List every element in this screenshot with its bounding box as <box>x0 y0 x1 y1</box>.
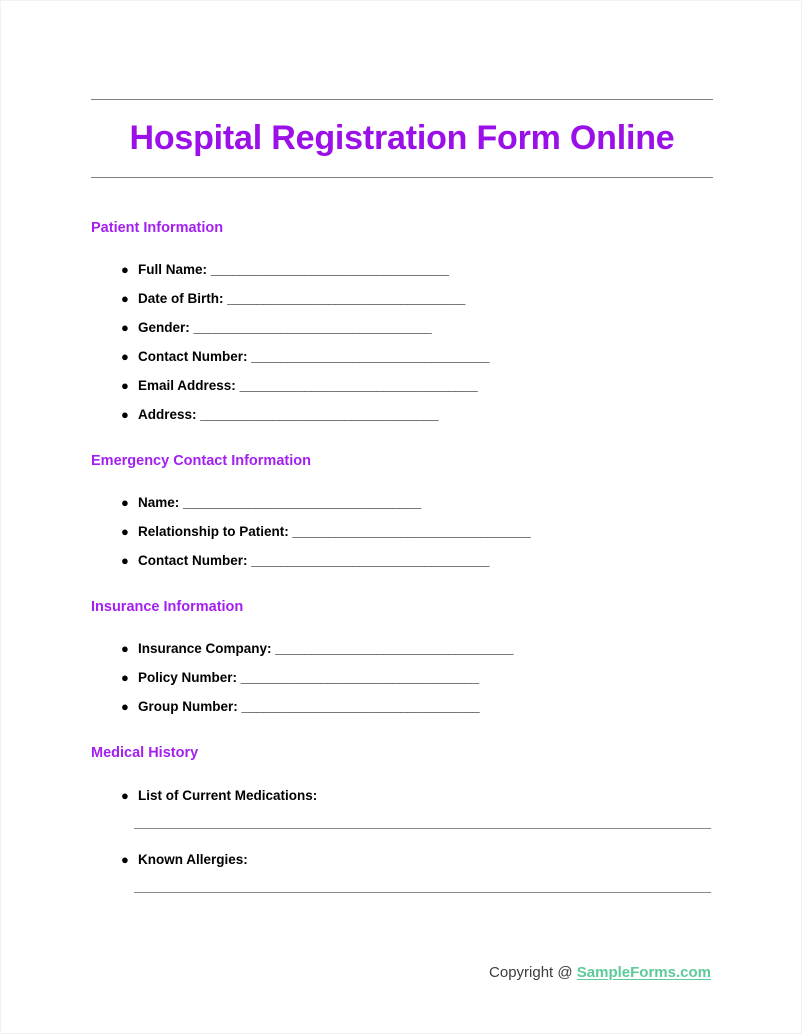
bullet-icon: ● <box>121 406 129 422</box>
field-label: Email Address: <box>138 377 236 393</box>
field-gender <box>91 313 713 342</box>
page-title: Hospital Registration Form Online <box>129 119 675 157</box>
field-known-allergies <box>91 848 713 872</box>
field-emergency-contact-number <box>91 546 713 575</box>
bullet-icon: ● <box>121 348 129 364</box>
bullet-icon: ● <box>121 640 129 656</box>
field-label: Policy Number: <box>138 669 238 685</box>
bullet-icon: ● <box>121 552 129 568</box>
field-label: List of Current Medications: <box>138 788 318 803</box>
field-list-medical-history <box>91 784 713 893</box>
field-contact-number <box>91 342 713 371</box>
bullet-icon: ● <box>121 852 129 867</box>
field-blank-line[interactable]: _________________________________ <box>292 523 531 539</box>
bullet-icon: ● <box>121 261 129 277</box>
field-date-of-birth <box>91 284 713 313</box>
bullet-icon: ● <box>121 523 129 539</box>
field-blank-line[interactable]: _________________________________ <box>183 494 421 510</box>
field-label: Full Name: <box>138 261 208 277</box>
field-label: Name: <box>138 494 180 510</box>
section-emergency-contact-information <box>91 429 713 575</box>
field-current-medications <box>91 784 713 808</box>
field-email-address <box>91 371 713 400</box>
field-full-name <box>91 255 713 284</box>
field-label: Relationship to Patient: <box>138 523 289 539</box>
copyright-text: Copyright @ <box>489 964 577 981</box>
field-blank-line[interactable]: _________________________________ <box>193 319 432 335</box>
field-blank-line[interactable]: _________________________________ <box>210 261 449 277</box>
section-heading-medical-history: Medical History <box>91 744 199 761</box>
field-label: Address: <box>138 406 197 422</box>
field-emergency-name <box>91 488 713 517</box>
field-blank-line[interactable]: _________________________________ <box>275 640 514 656</box>
field-list-emergency-contact <box>91 488 713 575</box>
bullet-icon: ● <box>121 494 129 510</box>
answer-rule-current-medications[interactable] <box>134 828 711 829</box>
field-relationship-to-patient <box>91 517 713 546</box>
brand-link-sampleforms[interactable]: SampleForms.com <box>576 964 711 981</box>
bullet-icon: ● <box>121 669 129 685</box>
field-blank-line[interactable]: _________________________________ <box>251 552 490 568</box>
bullet-icon: ● <box>121 377 129 393</box>
field-blank-line[interactable]: _________________________________ <box>200 406 439 422</box>
bullet-icon: ● <box>121 698 129 714</box>
field-group-number <box>91 692 713 721</box>
field-address <box>91 400 713 429</box>
field-label: Contact Number: <box>138 348 248 364</box>
field-insurance-company <box>91 634 713 663</box>
bullet-icon: ● <box>121 319 129 335</box>
bullet-icon: ● <box>121 290 129 306</box>
field-policy-number <box>91 663 713 692</box>
field-blank-line[interactable]: _________________________________ <box>227 290 466 306</box>
section-medical-history <box>91 721 713 893</box>
field-blank-line[interactable]: _________________________________ <box>239 377 478 393</box>
field-label: Group Number: <box>138 698 238 714</box>
field-label: Insurance Company: <box>138 640 272 656</box>
field-label: Known Allergies: <box>138 852 248 867</box>
field-blank-line[interactable]: _________________________________ <box>241 698 480 714</box>
section-insurance-information <box>91 575 713 721</box>
footer-copyright <box>489 964 711 981</box>
field-label: Gender: <box>138 319 190 335</box>
section-heading-patient-information: Patient Information <box>91 219 224 236</box>
field-label: Date of Birth: <box>138 290 224 306</box>
section-heading-emergency-contact-information: Emergency Contact Information <box>91 452 311 469</box>
answer-rule-known-allergies[interactable] <box>134 892 711 893</box>
field-blank-line[interactable]: _________________________________ <box>240 669 479 685</box>
document-content <box>91 1 713 912</box>
section-patient-information <box>91 178 713 429</box>
field-blank-line[interactable]: _________________________________ <box>251 348 490 364</box>
section-heading-insurance-information: Insurance Information <box>91 598 244 615</box>
field-label: Contact Number: <box>138 552 248 568</box>
bullet-icon: ● <box>121 788 129 803</box>
field-list-insurance <box>91 634 713 721</box>
field-list-patient-information <box>91 255 713 429</box>
